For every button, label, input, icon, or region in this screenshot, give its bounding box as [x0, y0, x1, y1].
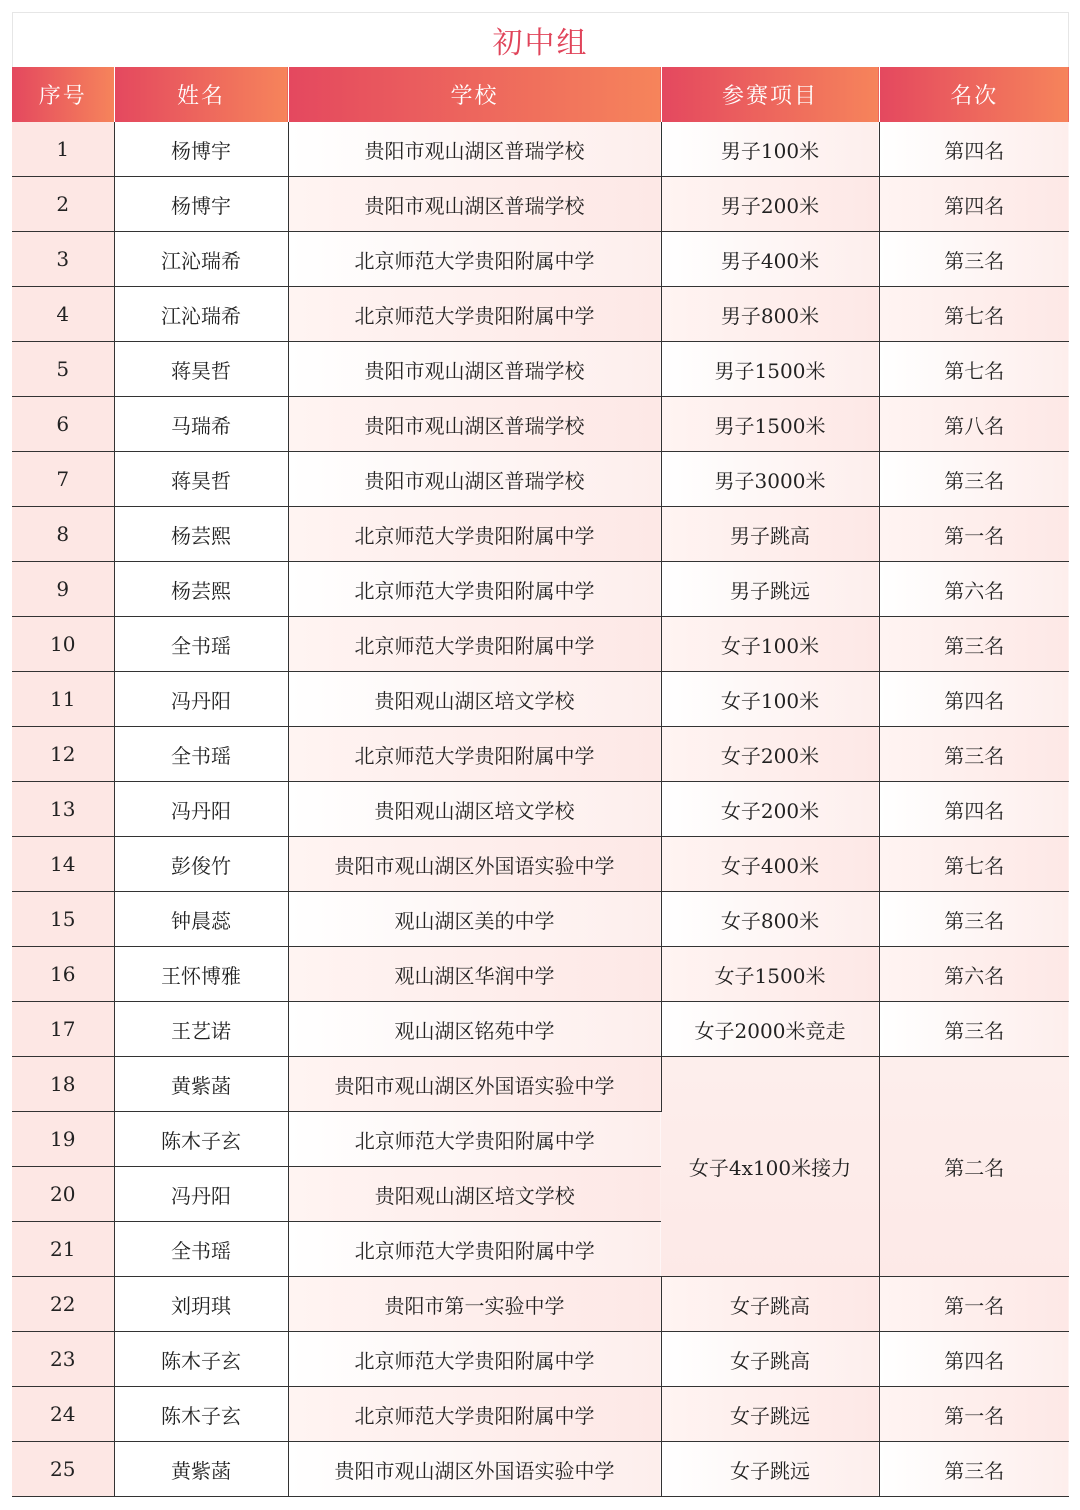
rank: 第三名: [879, 617, 1069, 672]
row-number: 21: [12, 1222, 114, 1277]
rank: 第三名: [879, 1442, 1069, 1497]
school-name: 贵阳市观山湖区普瑞学校: [288, 177, 661, 232]
table-row: [12, 727, 1069, 782]
athlete-name: 王艺诺: [114, 1002, 288, 1057]
rank: 第四名: [879, 1332, 1069, 1387]
athlete-name: 刘玥琪: [114, 1277, 288, 1332]
school-name: 贵阳市第一实验中学: [288, 1277, 661, 1332]
school-name: 贵阳观山湖区培文学校: [288, 672, 661, 727]
table-row: [12, 507, 1069, 562]
event-name-relay: 女子4x100米接力: [661, 1057, 879, 1277]
rank: 第八名: [879, 397, 1069, 452]
rank: 第七名: [879, 342, 1069, 397]
athlete-name: 蒋昊哲: [114, 452, 288, 507]
rank: 第四名: [879, 177, 1069, 232]
school-name: 贵阳市观山湖区普瑞学校: [288, 342, 661, 397]
event-name: 女子1500米: [661, 947, 879, 1002]
table-row: [12, 1057, 1069, 1112]
rank: 第七名: [879, 837, 1069, 892]
rank: 第六名: [879, 947, 1069, 1002]
event-name: 女子100米: [661, 617, 879, 672]
event-name: 男子800米: [661, 287, 879, 342]
row-number: 25: [12, 1442, 114, 1497]
table-row: [12, 1442, 1069, 1497]
event-name: 女子200米: [661, 782, 879, 837]
table-row: [12, 1332, 1069, 1387]
event-name: 男子跳远: [661, 562, 879, 617]
table-row: [12, 617, 1069, 672]
event-name: 男子3000米: [661, 452, 879, 507]
school-name: 贵阳市观山湖区普瑞学校: [288, 452, 661, 507]
event-name: 女子跳高: [661, 1332, 879, 1387]
athlete-name: 冯丹阳: [114, 672, 288, 727]
athlete-name: 蒋昊哲: [114, 342, 288, 397]
row-number: 19: [12, 1112, 114, 1167]
rank: 第四名: [879, 782, 1069, 837]
athlete-name: 黄紫菡: [114, 1057, 288, 1112]
table-row: [12, 122, 1069, 177]
row-number: 18: [12, 1057, 114, 1112]
athlete-name: 全书瑶: [114, 1222, 288, 1277]
event-name: 女子跳远: [661, 1442, 879, 1497]
header-event: 参赛项目: [661, 67, 879, 122]
event-name: 女子200米: [661, 727, 879, 782]
athlete-name: 王怀博雅: [114, 947, 288, 1002]
row-number: 16: [12, 947, 114, 1002]
rank: 第四名: [879, 122, 1069, 177]
school-name: 北京师范大学贵阳附属中学: [288, 727, 661, 782]
event-name: 女子2000米竞走: [661, 1002, 879, 1057]
athlete-name: 杨芸熙: [114, 562, 288, 617]
results-sheet: [12, 12, 1069, 1497]
rank: 第三名: [879, 232, 1069, 287]
athlete-name: 陈木子玄: [114, 1387, 288, 1442]
athlete-name: 冯丹阳: [114, 782, 288, 837]
header-name: 姓名: [114, 67, 288, 122]
row-number: 4: [12, 287, 114, 342]
rank: 第一名: [879, 507, 1069, 562]
school-name: 贵阳市观山湖区外国语实验中学: [288, 1057, 661, 1112]
table-row: [12, 1277, 1069, 1332]
row-number: 6: [12, 397, 114, 452]
row-number: 3: [12, 232, 114, 287]
rank: 第三名: [879, 727, 1069, 782]
school-name: 贵阳市观山湖区外国语实验中学: [288, 1442, 661, 1497]
rank: 第三名: [879, 892, 1069, 947]
event-name: 女子400米: [661, 837, 879, 892]
row-number: 17: [12, 1002, 114, 1057]
table-row: [12, 397, 1069, 452]
school-name: 北京师范大学贵阳附属中学: [288, 232, 661, 287]
table-row: [12, 672, 1069, 727]
school-name: 北京师范大学贵阳附属中学: [288, 287, 661, 342]
row-number: 11: [12, 672, 114, 727]
row-number: 15: [12, 892, 114, 947]
school-name: 观山湖区铭苑中学: [288, 1002, 661, 1057]
row-number: 8: [12, 507, 114, 562]
results-table: [12, 67, 1069, 1497]
table-row: [12, 452, 1069, 507]
event-name: 女子跳远: [661, 1387, 879, 1442]
row-number: 22: [12, 1277, 114, 1332]
rank: 第三名: [879, 1002, 1069, 1057]
athlete-name: 钟晨蕊: [114, 892, 288, 947]
school-name: 北京师范大学贵阳附属中学: [288, 1112, 661, 1167]
rank: 第六名: [879, 562, 1069, 617]
event-name: 男子400米: [661, 232, 879, 287]
row-number: 2: [12, 177, 114, 232]
event-name: 男子1500米: [661, 397, 879, 452]
school-name: 北京师范大学贵阳附属中学: [288, 507, 661, 562]
table-row: [12, 287, 1069, 342]
school-name: 北京师范大学贵阳附属中学: [288, 1332, 661, 1387]
school-name: 北京师范大学贵阳附属中学: [288, 1387, 661, 1442]
row-number: 1: [12, 122, 114, 177]
event-name: 女子100米: [661, 672, 879, 727]
row-number: 20: [12, 1167, 114, 1222]
school-name: 北京师范大学贵阳附属中学: [288, 1222, 661, 1277]
row-number: 10: [12, 617, 114, 672]
event-name: 女子800米: [661, 892, 879, 947]
table-row: [12, 232, 1069, 287]
rank-relay: 第二名: [879, 1057, 1069, 1277]
school-name: 北京师范大学贵阳附属中学: [288, 617, 661, 672]
table-row: [12, 892, 1069, 947]
school-name: 观山湖区华润中学: [288, 947, 661, 1002]
table-row: [12, 342, 1069, 397]
row-number: 23: [12, 1332, 114, 1387]
header-school: 学校: [288, 67, 661, 122]
table-row: [12, 1002, 1069, 1057]
event-name: 男子200米: [661, 177, 879, 232]
rank: 第一名: [879, 1277, 1069, 1332]
row-number: 5: [12, 342, 114, 397]
table-row: [12, 177, 1069, 232]
event-name: 男子100米: [661, 122, 879, 177]
rank: 第三名: [879, 452, 1069, 507]
event-name: 男子跳高: [661, 507, 879, 562]
athlete-name: 江沁瑞希: [114, 287, 288, 342]
table-row: [12, 1387, 1069, 1442]
athlete-name: 陈木子玄: [114, 1112, 288, 1167]
header-number: 序号: [12, 67, 114, 122]
athlete-name: 杨博宇: [114, 177, 288, 232]
row-number: 7: [12, 452, 114, 507]
school-name: 贵阳观山湖区培文学校: [288, 1167, 661, 1222]
rank: 第七名: [879, 287, 1069, 342]
athlete-name: 杨博宇: [114, 122, 288, 177]
table-body: [12, 122, 1069, 1497]
rank: 第四名: [879, 672, 1069, 727]
table-row: [12, 947, 1069, 1002]
school-name: 观山湖区美的中学: [288, 892, 661, 947]
table-row: [12, 562, 1069, 617]
row-number: 24: [12, 1387, 114, 1442]
table-row: [12, 782, 1069, 837]
page-title: 初中组: [12, 12, 1069, 67]
row-number: 9: [12, 562, 114, 617]
table-header-row: [12, 67, 1069, 122]
header-rank: 名次: [879, 67, 1069, 122]
event-name: 女子跳高: [661, 1277, 879, 1332]
athlete-name: 冯丹阳: [114, 1167, 288, 1222]
event-name: 男子1500米: [661, 342, 879, 397]
school-name: 贵阳市观山湖区普瑞学校: [288, 122, 661, 177]
school-name: 北京师范大学贵阳附属中学: [288, 562, 661, 617]
athlete-name: 陈木子玄: [114, 1332, 288, 1387]
rank: 第一名: [879, 1387, 1069, 1442]
school-name: 贵阳市观山湖区普瑞学校: [288, 397, 661, 452]
athlete-name: 马瑞希: [114, 397, 288, 452]
school-name: 贵阳市观山湖区外国语实验中学: [288, 837, 661, 892]
row-number: 12: [12, 727, 114, 782]
athlete-name: 全书瑶: [114, 727, 288, 782]
row-number: 13: [12, 782, 114, 837]
table-row: [12, 837, 1069, 892]
row-number: 14: [12, 837, 114, 892]
athlete-name: 江沁瑞希: [114, 232, 288, 287]
athlete-name: 彭俊竹: [114, 837, 288, 892]
school-name: 贵阳观山湖区培文学校: [288, 782, 661, 837]
athlete-name: 杨芸熙: [114, 507, 288, 562]
athlete-name: 黄紫菡: [114, 1442, 288, 1497]
athlete-name: 全书瑶: [114, 617, 288, 672]
